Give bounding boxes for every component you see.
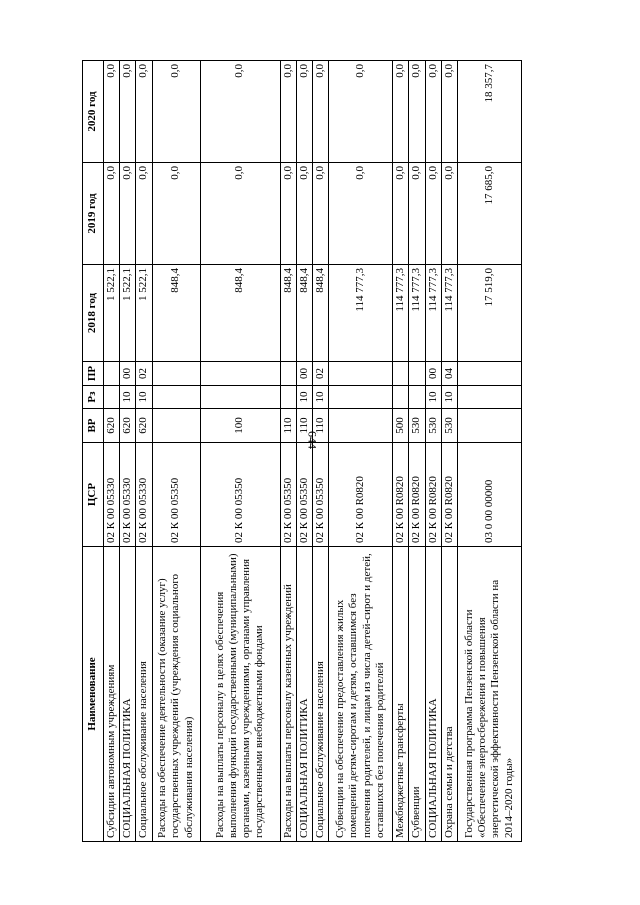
cell-y2020: 0,0 [425, 61, 441, 163]
cell-rz: 10 [425, 386, 441, 409]
cell-rz: 10 [120, 386, 136, 409]
cell-csr: 02 К 00 05330 [120, 443, 136, 547]
column-header-pr: ПР [83, 362, 104, 386]
cell-y2019: 0,0 [104, 163, 120, 265]
cell-y2018: 114 777,3 [409, 265, 425, 362]
cell-y2019: 0,0 [120, 163, 136, 265]
cell-vr [152, 409, 200, 443]
cell-vr: 530 [409, 409, 425, 443]
cell-csr: 02 К 00 R0820 [393, 443, 409, 547]
cell-pr: 00 [120, 362, 136, 386]
cell-rz [393, 386, 409, 409]
cell-y2020: 0,0 [329, 61, 393, 163]
cell-csr: 02 К 00 R0820 [409, 443, 425, 547]
table-row [280, 61, 296, 842]
cell-name: Расходы на обеспечение деятельности (оказание услуг) государственных учреждений (учреждения социального обслуживания населения) [152, 547, 200, 842]
cell-name: Расходы на выплаты персоналу казенных учреждений [280, 547, 296, 842]
cell-y2018: 114 777,3 [329, 265, 393, 362]
cell-csr: 02 К 00 R0820 [441, 443, 457, 547]
cell-y2020: 0,0 [441, 61, 457, 163]
cell-y2018: 114 777,3 [441, 265, 457, 362]
cell-y2019: 0,0 [393, 163, 409, 265]
cell-vr: 620 [104, 409, 120, 443]
table-row [296, 61, 312, 842]
cell-rz [329, 386, 393, 409]
cell-rz [409, 386, 425, 409]
cell-pr: 00 [296, 362, 312, 386]
cell-rz [200, 386, 280, 409]
page-number: 644 [305, 431, 320, 449]
cell-y2019: 0,0 [296, 163, 312, 265]
cell-y2019: 0,0 [280, 163, 296, 265]
cell-csr: 02 К 00 05350 [296, 443, 312, 547]
cell-pr [200, 362, 280, 386]
cell-csr: 02 К 00 R0820 [425, 443, 441, 547]
column-header-y2018: 2018 год [83, 265, 104, 362]
cell-name: Государственная программа Пензенской области «Обеспечение энергосбережения и повышения энергетической эффективности Пензенской области на 2014–2020 годы» [457, 547, 521, 842]
table-row [312, 61, 328, 842]
cell-name: Социальное обслуживание населения [136, 547, 152, 842]
column-header-name: Наименование [83, 547, 104, 842]
cell-rz: 10 [312, 386, 328, 409]
column-header-rz: Рз [83, 386, 104, 409]
cell-y2018: 848,4 [312, 265, 328, 362]
cell-pr: 04 [441, 362, 457, 386]
cell-y2019: 0,0 [441, 163, 457, 265]
cell-pr [457, 362, 521, 386]
cell-rz: 10 [441, 386, 457, 409]
cell-csr: 03 0 00 00000 [457, 443, 521, 547]
cell-y2019: 17 685,0 [457, 163, 521, 265]
cell-csr: 02 К 00 05350 [280, 443, 296, 547]
cell-name: Охрана семьи и детства [441, 547, 457, 842]
cell-name: Расходы на выплаты персоналу в целях обеспечения выполнения функций государственными (муниципальными) органами, казенными учреждениями, органами управления государственными внебюджетными фондами [200, 547, 280, 842]
cell-vr: 110 [280, 409, 296, 443]
table-row [425, 61, 441, 842]
cell-y2018: 114 777,3 [393, 265, 409, 362]
cell-rz [457, 386, 521, 409]
cell-csr: 02 К 00 05330 [104, 443, 120, 547]
cell-y2018: 1 522,1 [120, 265, 136, 362]
cell-y2018: 848,4 [152, 265, 200, 362]
cell-pr [329, 362, 393, 386]
cell-vr: 100 [200, 409, 280, 443]
table-row [393, 61, 409, 842]
cell-y2018: 17 519,0 [457, 265, 521, 362]
cell-vr: 110 [296, 409, 312, 443]
cell-pr [280, 362, 296, 386]
cell-vr: 110 [312, 409, 328, 443]
budget-table-container [82, 61, 515, 842]
cell-y2018: 848,4 [296, 265, 312, 362]
cell-y2019: 0,0 [329, 163, 393, 265]
cell-y2019: 0,0 [136, 163, 152, 265]
cell-pr [393, 362, 409, 386]
table-row [152, 61, 200, 842]
cell-pr: 00 [425, 362, 441, 386]
cell-pr [152, 362, 200, 386]
cell-csr: 02 К 00 05350 [152, 443, 200, 547]
table-row [120, 61, 136, 842]
cell-csr: 02 К 00 05330 [136, 443, 152, 547]
cell-y2020: 0,0 [152, 61, 200, 163]
column-header-vr: ВР [83, 409, 104, 443]
cell-y2018: 848,4 [200, 265, 280, 362]
cell-name: Межбюджетные трансферты [393, 547, 409, 842]
cell-y2018: 1 522,1 [104, 265, 120, 362]
table-row [409, 61, 425, 842]
cell-vr: 530 [425, 409, 441, 443]
cell-vr: 620 [136, 409, 152, 443]
cell-name: СОЦИАЛЬНАЯ ПОЛИТИКА [120, 547, 136, 842]
cell-y2020: 0,0 [312, 61, 328, 163]
cell-y2019: 0,0 [200, 163, 280, 265]
cell-y2020: 0,0 [120, 61, 136, 163]
cell-rz [152, 386, 200, 409]
cell-pr [104, 362, 120, 386]
cell-y2019: 0,0 [409, 163, 425, 265]
cell-csr: 02 К 00 05350 [200, 443, 280, 547]
cell-vr: 620 [120, 409, 136, 443]
cell-vr: 530 [441, 409, 457, 443]
column-header-csr: ЦСР [83, 443, 104, 547]
cell-y2018: 1 522,1 [136, 265, 152, 362]
cell-pr: 02 [136, 362, 152, 386]
cell-pr [409, 362, 425, 386]
cell-vr [329, 409, 393, 443]
cell-y2018: 114 777,3 [425, 265, 441, 362]
table-body [104, 61, 522, 842]
table-row [200, 61, 280, 842]
table-header-row [83, 61, 104, 842]
cell-pr: 02 [312, 362, 328, 386]
table-row [136, 61, 152, 842]
cell-vr [457, 409, 521, 443]
table-row [441, 61, 457, 842]
cell-y2020: 0,0 [200, 61, 280, 163]
cell-rz: 10 [136, 386, 152, 409]
cell-y2019: 0,0 [312, 163, 328, 265]
cell-csr: 02 К 00 R0820 [329, 443, 393, 547]
cell-y2020: 0,0 [104, 61, 120, 163]
table-row [104, 61, 120, 842]
cell-rz [280, 386, 296, 409]
budget-table [82, 60, 522, 842]
cell-y2020: 0,0 [296, 61, 312, 163]
cell-vr: 500 [393, 409, 409, 443]
cell-y2020: 0,0 [393, 61, 409, 163]
cell-y2020: 0,0 [409, 61, 425, 163]
cell-name: Субвенции [409, 547, 425, 842]
cell-rz [104, 386, 120, 409]
cell-y2019: 0,0 [425, 163, 441, 265]
table-row [329, 61, 393, 842]
column-header-y2020: 2020 год [83, 61, 104, 163]
cell-csr: 02 К 00 05350 [312, 443, 328, 547]
cell-name: Субвенции на обеспечение предоставления жилых помещений детям-сиротам и детям, оставшимся без попечения родителей, и лицам из числа детей-сирот и детей, оставшихся без попечения родителей [329, 547, 393, 842]
cell-name: Социальное обслуживание населения [312, 547, 328, 842]
cell-y2020: 0,0 [280, 61, 296, 163]
cell-rz: 10 [296, 386, 312, 409]
cell-y2020: 18 357,7 [457, 61, 521, 163]
column-header-y2019: 2019 год [83, 163, 104, 265]
table-row [457, 61, 521, 842]
cell-y2019: 0,0 [152, 163, 200, 265]
cell-name: Субсидии автономным учреждениям [104, 547, 120, 842]
cell-y2018: 848,4 [280, 265, 296, 362]
cell-name: СОЦИАЛЬНАЯ ПОЛИТИКА [425, 547, 441, 842]
cell-y2020: 0,0 [136, 61, 152, 163]
cell-name: СОЦИАЛЬНАЯ ПОЛИТИКА [296, 547, 312, 842]
